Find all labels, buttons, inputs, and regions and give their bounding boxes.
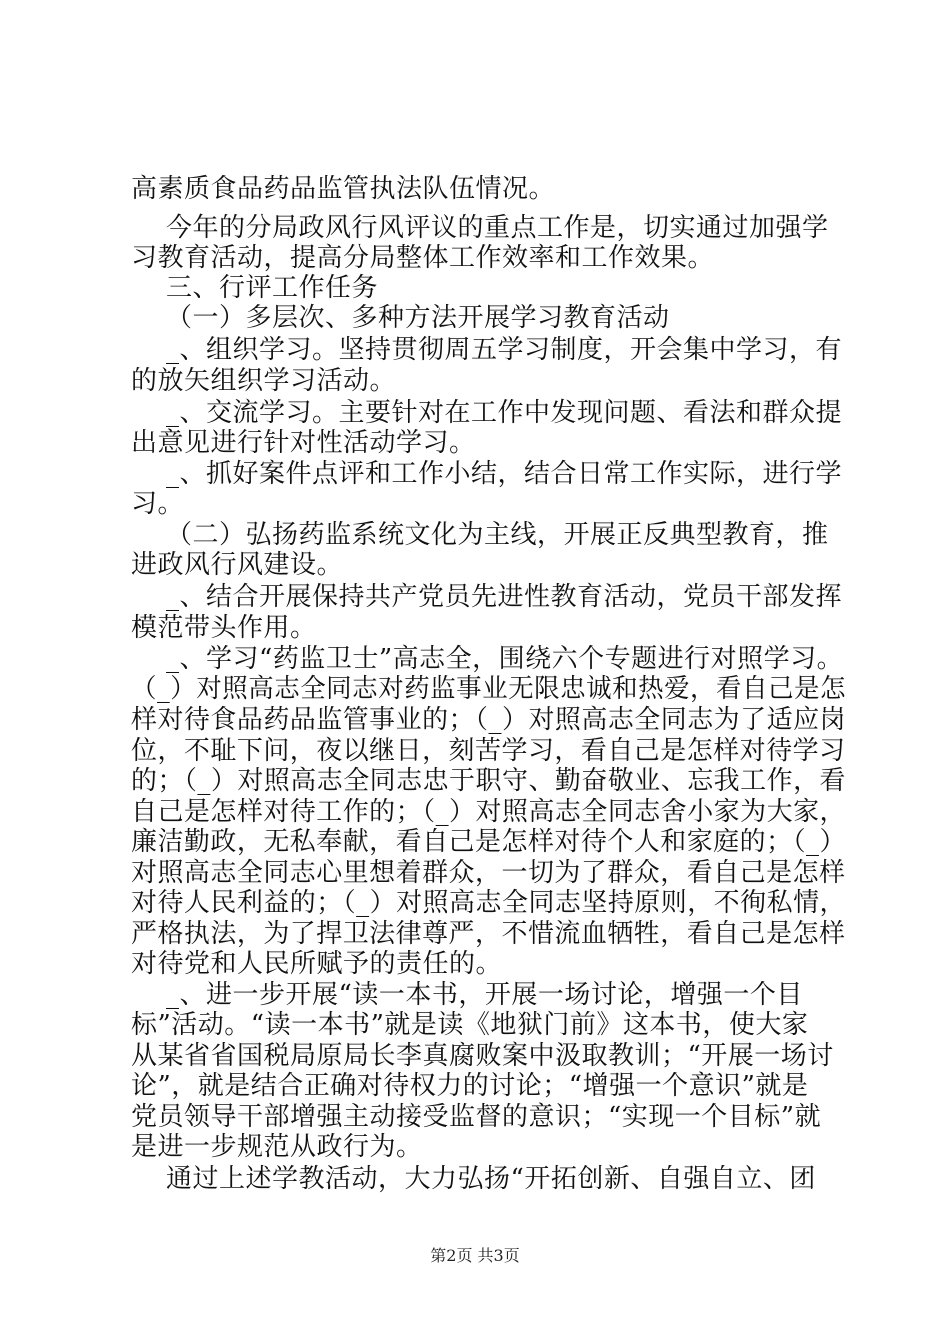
page-footer: 第2页 共3页 (430, 1246, 520, 1265)
text-line: 习教育活动，提高分局整体工作效率和工作效果。 (131, 243, 715, 273)
text-line: （一）多层次、多种方法开展学习教育活动 (131, 303, 670, 333)
text-line: _、交流学习。主要针对在工作中发现问题、看法和群众提 (131, 398, 843, 428)
text-line: _、学习“药监卫士”高志全，围绕六个专题进行对照学习。 (131, 644, 844, 674)
text-line: 的；（_）对照高志全同志忠于职守、勤奋敬业、忘我工作，看 (131, 766, 847, 796)
text-line: 今年的分局政风行风评议的重点工作是，切实通过加强学 (131, 213, 829, 243)
text-line: 习。 (131, 489, 185, 519)
text-line: 三、行评工作任务 (131, 273, 379, 303)
text-line: 对待人民利益的；（_）对照高志全同志坚持原则，不徇私情， (131, 888, 847, 918)
text-line: 标”活动。“读一本书”就是读《地狱门前》这本书，使大家 (131, 1010, 809, 1040)
text-line: 自己是怎样对待工作的；（_）对照高志全同志舍小家为大家， (131, 797, 847, 827)
text-line: 位，不耻下问，夜以继日，刻苦学习，看自己是怎样对待学习 (131, 736, 846, 766)
text-line: 从某省省国税局原局长李真腐败案中汲取教训；“开展一场讨 (131, 1041, 834, 1071)
text-line: _、结合开展保持共产党员先进性教育活动，党员干部发挥 (131, 582, 843, 612)
text-line: _、进一步开展“读一本书，开展一场讨论，增强一个目 (131, 980, 803, 1010)
text-line: 的放矢组织学习活动。 (131, 366, 397, 396)
text-line: （_）对照高志全同志对药监事业无限忠诚和热爱，看自己是怎 (131, 674, 847, 704)
text-line: 党员领导干部增强主动接受监督的意识；“实现一个目标”就 (131, 1102, 822, 1132)
text-line: 严格执法，为了捍卫法律尊严，不惜流血牺牲，看自己是怎样 (131, 919, 846, 949)
text-line: 出意见进行针对性活动学习。 (131, 428, 476, 458)
text-line: 论”，就是结合正确对待权力的讨论；“增强一个意识”就是 (131, 1071, 809, 1101)
text-line: 模范带头作用。 (131, 613, 317, 643)
text-line: 样对待食品药品监管事业的；（_）对照高志全同志为了适应岗 (131, 705, 847, 735)
text-line: 通过上述学教活动，大力弘扬“开拓创新、自强自立、团 (131, 1164, 816, 1194)
text-line: _、组织学习。坚持贯彻周五学习制度，开会集中学习，有 (131, 335, 843, 365)
text-line: 进政风行风建设。 (131, 550, 344, 580)
text-line: 对待党和人民所赋予的责任的。 (131, 949, 503, 979)
text-line: 高素质食品药品监管执法队伍情况。 (131, 174, 556, 204)
text-line: 廉洁勤政，无私奉献，看自己是怎样对待个人和家庭的；（_） (131, 827, 847, 857)
text-line: 对照高志全同志心里想着群众，一切为了群众，看自己是怎样 (131, 858, 846, 888)
text-line: 是进一步规范从政行为。 (131, 1132, 423, 1162)
text-line: _、抓好案件点评和工作小结，结合日常工作实际，进行学 (131, 459, 843, 489)
text-line: （二）弘扬药监系统文化为主线，开展正反典型教育，推 (131, 520, 829, 550)
